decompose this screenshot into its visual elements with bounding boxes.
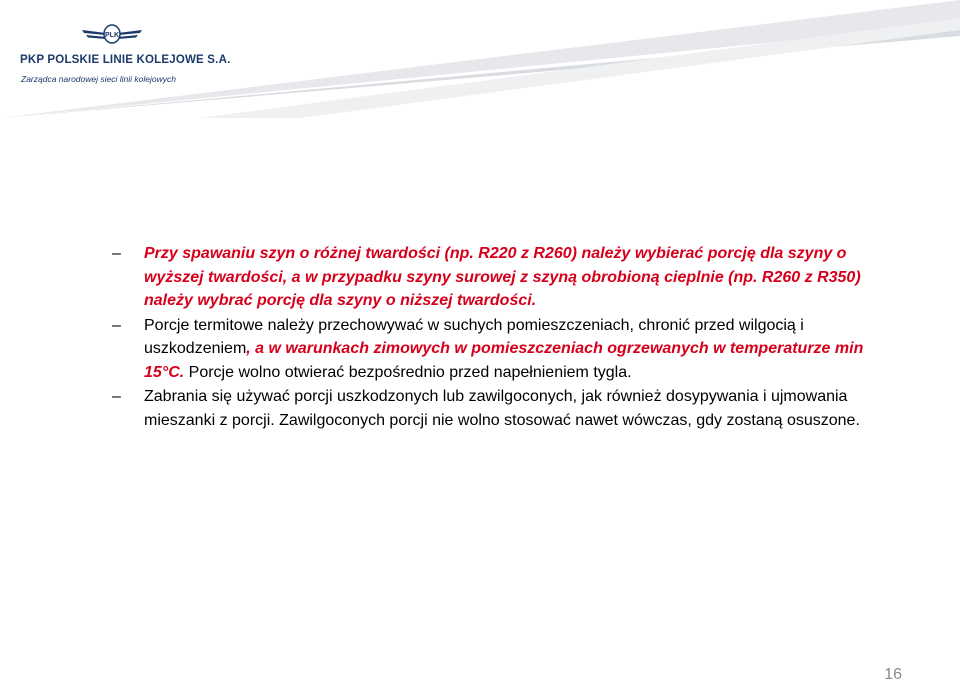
page-number: 16 (884, 666, 902, 683)
bullet-red-text: Przy spawaniu szyn o różnej twardości (np. R220 z R260) należy wybierać porcję dla szyny o wyższej twardości, a w przypadku szyny surowej z szyną obrobioną cieplnie (np. R260 z R350) należy wybrać porcję dla szyny o niższej twardości. (144, 245, 861, 309)
emblem-text: PLK (105, 32, 119, 39)
company-name: PKP POLSKIE LINIE KOLEJOWE S.A. (20, 54, 231, 66)
company-logo (20, 22, 231, 84)
slide-content (112, 242, 902, 433)
bullet-dash: – (112, 316, 121, 334)
bullet-dash: – (112, 388, 121, 405)
bullet-item (112, 314, 902, 385)
company-tagline: Zarządca narodowej sieci linii kolejowych (21, 74, 176, 84)
bullet-red-text: , a w warunkach zimowych w pomieszczeniach ogrzewanych w temperaturze min 15°C. (144, 340, 864, 381)
bullet-text: Porcje termitowe należy przechowywać w suchych pomieszczeniach, chronić przed wilgocią i uszkodzeniem (144, 316, 804, 357)
bullet-text: Porcje wolno otwierać bezpośrednio przed napełnieniem tygla. (184, 363, 632, 381)
bullet-dash: – (112, 245, 121, 262)
bullet-item (112, 385, 902, 432)
bullet-item (112, 242, 902, 313)
bullet-text: Zabrania się używać porcji uszkodzonych lub zawilgoconych, jak również dosypywania i ujmowania mieszanki z porcji. Zawilgoconych porcji nie wolno stosować nawet wówczas, gdy zostaną osuszone. (144, 388, 860, 429)
plk-emblem-icon (80, 22, 144, 48)
